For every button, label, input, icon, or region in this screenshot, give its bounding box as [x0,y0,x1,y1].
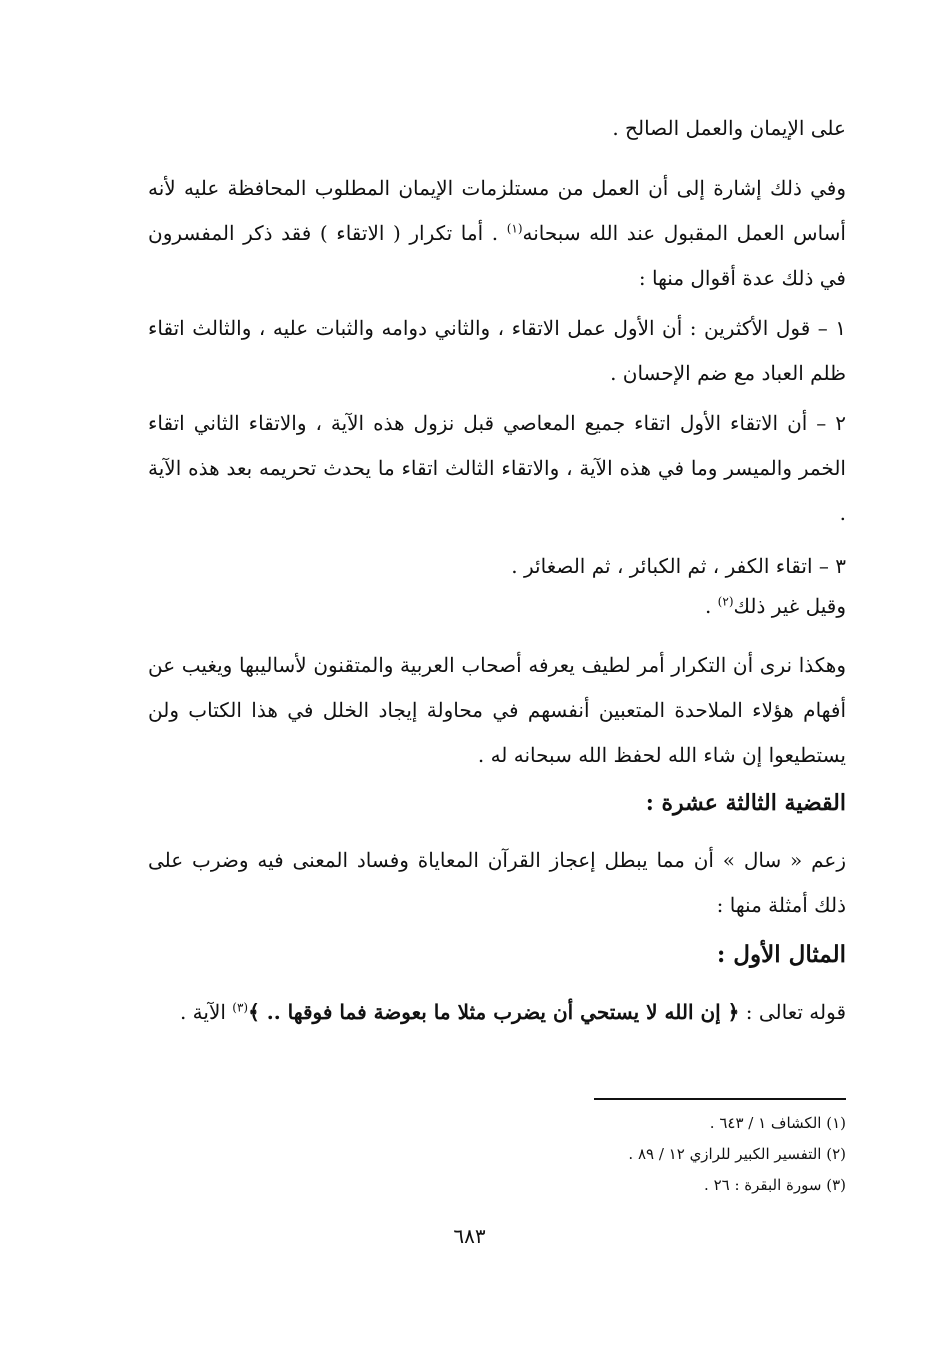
text-line: ٣ – اتقاء الكفر ، ثم الكبائر ، ثم الصغائر . [511,554,846,578]
example-heading: المثال الأول : [716,941,846,968]
text-span: وهكذا نرى أن التكرار أمر لطيف يعرفه أصحاب العربية والمتقنون لأساليبها ويغيب عن أفهام هؤلاء الملاحدة المتعبين أنفسهم في محاولة إيجاد الخلل في هذا الكتاب ولن يستطيعوا إن شاء الله لحفظ الله سبحانه له . [148,653,846,767]
footnotes [628,1108,846,1201]
paragraph-1 [148,166,846,301]
paragraph-continuation [612,113,846,143]
text-span: ٢ – أن الاتقاء الأول اتقاء جميع المعاصي قبل نزول هذه الآية ، والاتقاء الثاني اتقاء الخمر والميسر وما في هذه الآية ، والاتقاء الثالث اتقاء ما يحدث تحريمه بعد هذه الآية . [148,411,846,525]
footnote-ref-3: (٣) [232,1000,249,1015]
paragraph-2 [148,306,846,396]
paragraph-6 [148,643,846,778]
footnote-1: (١) الكشاف ١ / ٦٤٣ . [709,1114,846,1132]
text-span: ١ – قول الأكثرين : أن الأول عمل الاتقاء ، والثاني دوامه والثبات عليه ، والثالث اتقاء ظلم العباد مع ضم الإحسان . [148,316,846,385]
paragraph-4 [511,551,846,581]
text-span: . [704,594,718,618]
footnote-2: (٢) التفسير الكبير للرازي ١٢ / ٨٩ . [628,1145,846,1163]
text-span: وفي ذلك إشارة إلى أن العمل من مستلزمات الإيمان المطلوب المحافظة عليه لأنه أساس العمل المقبول عند الله سبحانه [148,176,846,245]
paragraph-5 [705,591,846,621]
footnote-ref-1: (١) [506,221,523,236]
page-number: ٦٨٣ [453,1224,486,1248]
footnote-ref-2: (٢) [717,594,734,609]
paragraph-8 [148,990,846,1035]
paragraph-7 [148,838,846,928]
section-heading: القضية الثالثة عشرة : [645,790,846,816]
quran-verse: ﴿ إن الله لا يستحي أن يضرب مثلا ما بعوضة فما فوقها .. ﴾ [248,1000,740,1024]
text-span: الآية . [179,1000,233,1024]
text-span: وقيل غير ذلك [733,594,846,618]
text-line: على الإيمان والعمل الصالح . [612,116,846,140]
text-span: قوله تعالى : [739,1000,846,1024]
footnote-3: (٣) سورة البقرة : ٢٦ . [704,1176,846,1194]
text-span: زعم « سال » أن مما يبطل إعجاز القرآن المعاياة وفساد المعنى فيه وضرب على ذلك أمثلة منها : [148,848,846,917]
footnote-divider [594,1098,846,1100]
paragraph-3 [148,401,846,536]
text-span: . أما تكرار ( الاتقاء ) فقد ذكر المفسرون في ذلك عدة أقوال منها : [148,221,846,290]
